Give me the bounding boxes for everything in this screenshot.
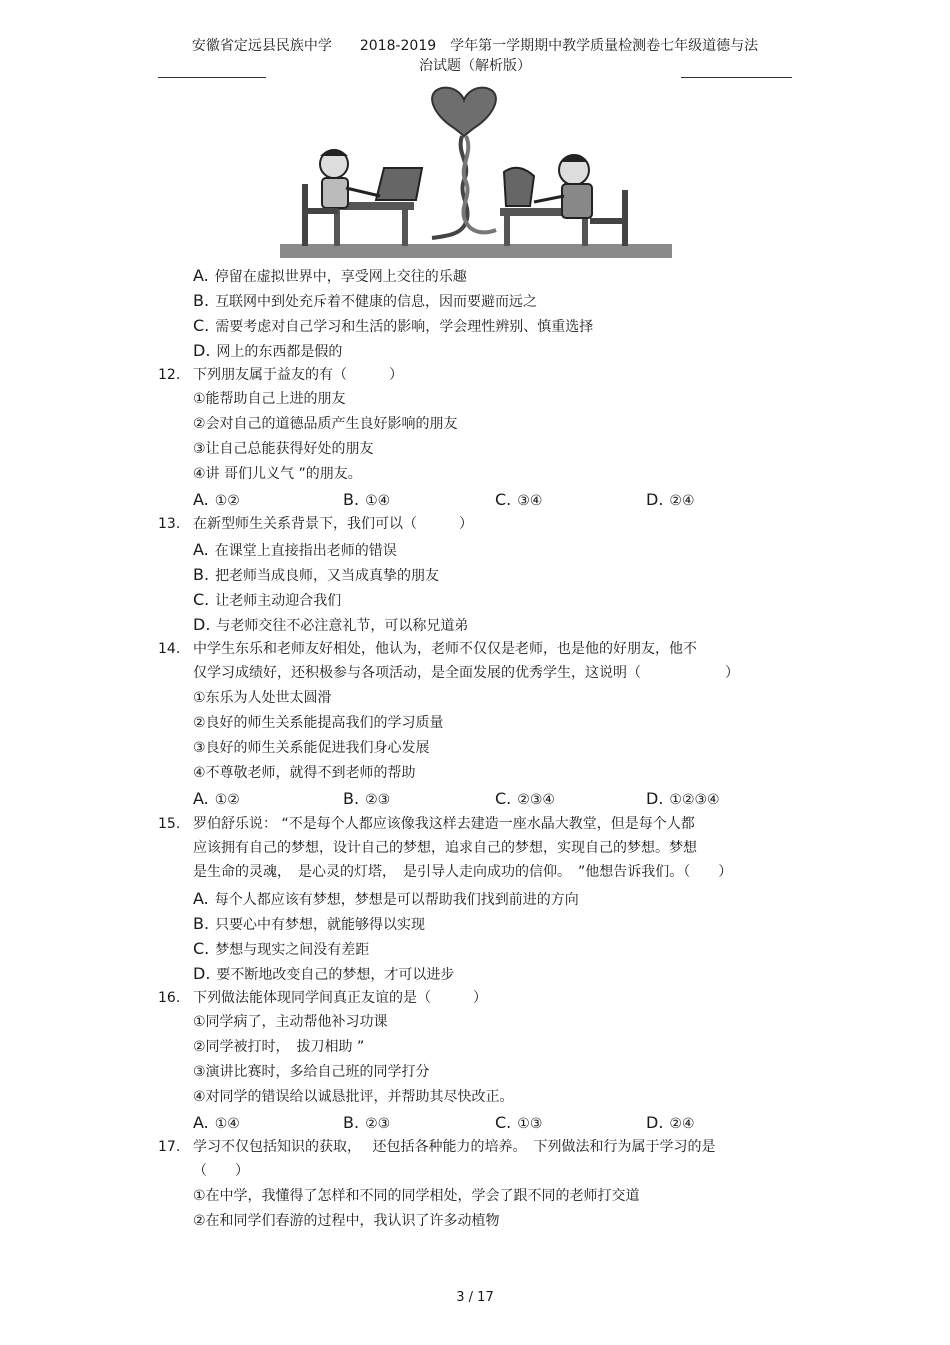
q15-stem-line1: 罗伯舒乐说： “不是每个人都应该像我这样去建造一座水晶大教堂，但是每个人都 xyxy=(193,816,695,832)
q15-stem-line2: 应该拥有自己的梦想，设计自己的梦想，追求自己的梦想，实现自己的梦想。梦想 xyxy=(193,840,697,856)
q11-option-a: A. 停留在虚拟世界中，享受网上交往的乐趣 xyxy=(193,266,467,285)
q15-option-c: C. 梦想与现实之间没有差距 xyxy=(193,939,370,958)
q16-choice-d: D. ②④ xyxy=(646,1113,695,1132)
q17-item-1: ①在中学，我懂得了怎样和不同的同学相处，学会了跟不同的老师打交道 xyxy=(193,1188,640,1204)
q14-choice-d: D. ①②③④ xyxy=(646,789,720,808)
q13-option-c: C. 让老师主动迎合我们 xyxy=(193,590,342,609)
q16-number: 16. xyxy=(158,990,181,1006)
q16-item-1: ①同学病了，主动帮他补习功课 xyxy=(193,1014,388,1030)
q14-stem-line1: 中学生东乐和老师友好相处，他认为，老师不仅仅是老师，也是他的好朋友，他不 xyxy=(193,641,697,657)
q12-item-2: ②会对自己的道德品质产生良好影响的朋友 xyxy=(193,416,458,432)
q15-option-a: A. 每个人都应该有梦想，梦想是可以帮助我们找到前进的方向 xyxy=(193,889,579,908)
q15-option-b: B. 只要心中有梦想，就能够得以实现 xyxy=(193,914,426,933)
q17-stem-line2: （ ） xyxy=(193,1163,249,1179)
header-rule-left xyxy=(158,77,266,78)
q14-choice-b: B. ②③ xyxy=(343,789,391,808)
q14-choice-c: C. ②③④ xyxy=(495,789,555,808)
q17-number: 17. xyxy=(158,1139,181,1155)
q13-option-a: A. 在课堂上直接指出老师的错误 xyxy=(193,540,397,559)
page-header-line1: 安徽省定远县民族中学 2018-2019 学年第一学期期中教学质量检测卷七年级道德与法 xyxy=(191,38,759,54)
q14-number: 14. xyxy=(158,641,181,657)
q12-choice-c: C. ③④ xyxy=(495,490,543,509)
q14-item-2: ②良好的师生关系能提高我们的学习质量 xyxy=(193,715,444,731)
q17-stem-line1: 学习不仅包括知识的获取， 还包括各种能力的培养。 下列做法和行为属于学习的是 xyxy=(193,1139,716,1155)
q14-choice-a: A. ①② xyxy=(193,789,240,808)
q12-item-1: ①能帮助自己上进的朋友 xyxy=(193,391,346,407)
page-number: 3 / 17 xyxy=(456,1290,494,1305)
q12-choice-a: A. ①② xyxy=(193,490,240,509)
q11-option-d: D. 网上的东西都是假的 xyxy=(193,341,343,360)
q15-option-d: D. 要不断地改变自己的梦想，才可以进步 xyxy=(193,964,455,983)
q13-stem: 在新型师生关系背景下，我们可以（ ） xyxy=(193,516,473,532)
q13-number: 13. xyxy=(158,516,181,532)
q11-option-c: C. 需要考虑对自己学习和生活的影响，学会理性辨别、慎重选择 xyxy=(193,316,594,335)
q16-stem: 下列做法能体现同学间真正友谊的是（ ） xyxy=(193,990,487,1006)
q16-choice-a: A. ①④ xyxy=(193,1113,240,1132)
page-header-line2: 治试题（解析版） xyxy=(419,58,531,74)
q11-option-b: B. 互联网中到处充斥着不健康的信息，因而要避而远之 xyxy=(193,291,538,310)
q15-number: 15. xyxy=(158,816,181,832)
q13-option-d: D. 与老师交往不必注意礼节，可以称兄道弟 xyxy=(193,615,469,634)
q12-item-3: ③让自己总能获得好处的朋友 xyxy=(193,441,374,457)
header-rule-right xyxy=(681,77,792,78)
q12-choice-d: D. ②④ xyxy=(646,490,695,509)
q16-choice-b: B. ②③ xyxy=(343,1113,391,1132)
q16-item-4: ④对同学的错误给以诚恳批评，并帮助其尽快改正。 xyxy=(193,1089,514,1105)
q16-item-3: ③演讲比赛时，多给自己班的同学打分 xyxy=(193,1064,430,1080)
q14-item-1: ①东乐为人处世太圆滑 xyxy=(193,690,332,706)
q15-stem-line3: 是生命的灵魂， 是心灵的灯塔， 是引导人走向成功的信仰。 ”他想告诉我们。（ ） xyxy=(193,864,733,880)
q16-item-2: ②同学被打时， 拔刀相助 ” xyxy=(193,1039,365,1055)
online-friendship-illustration xyxy=(272,84,676,260)
q12-number: 12. xyxy=(158,367,181,383)
q14-stem-line2: 仅学习成绩好，还积极参与各项活动，是全面发展的优秀学生，这说明（ ） xyxy=(193,665,739,681)
q12-item-4: ④讲 哥们儿义气 ”的朋友。 xyxy=(193,466,362,482)
q14-item-4: ④不尊敬老师，就得不到老师的帮助 xyxy=(193,765,416,781)
q12-choice-b: B. ①④ xyxy=(343,490,391,509)
q16-choice-c: C. ①③ xyxy=(495,1113,543,1132)
q14-item-3: ③良好的师生关系能促进我们身心发展 xyxy=(193,740,430,756)
q12-stem: 下列朋友属于益友的有（ ） xyxy=(193,367,403,383)
q17-item-2: ②在和同学们春游的过程中，我认识了许多动植物 xyxy=(193,1213,500,1229)
q13-option-b: B. 把老师当成良师，又当成真挚的朋友 xyxy=(193,565,440,584)
